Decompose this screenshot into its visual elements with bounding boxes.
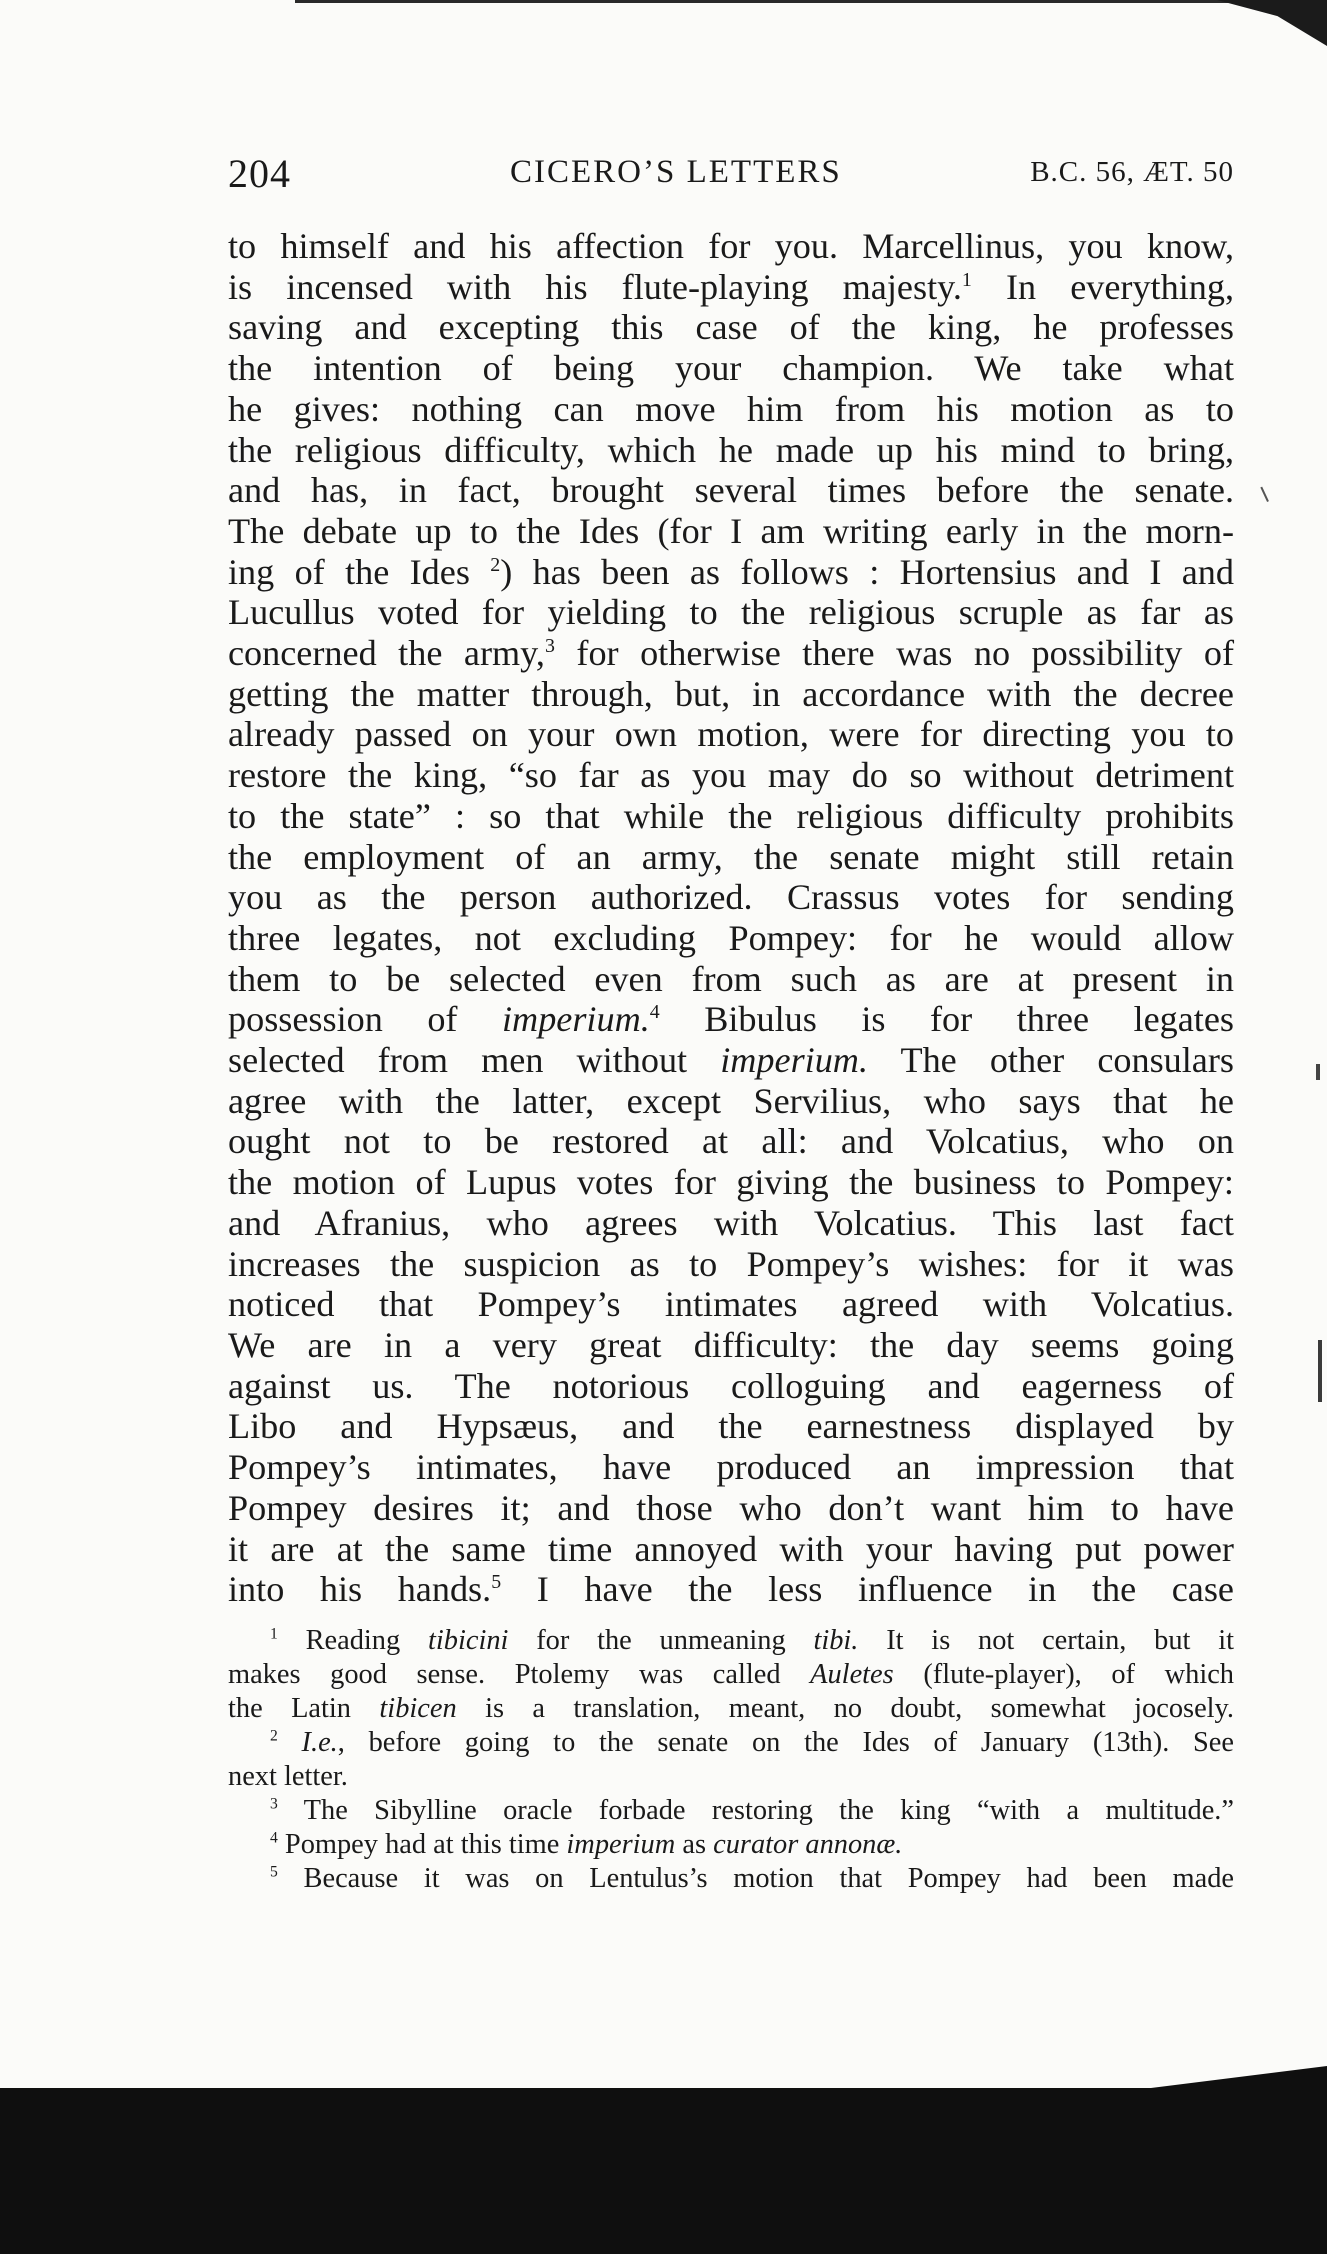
footnote-ref: 2: [490, 553, 501, 576]
margin-mark: [1316, 1064, 1320, 1080]
text-line: [228, 1162, 1234, 1203]
text-run: is a translation, meant, no doubt, somewhat jocosely.: [456, 1693, 1235, 1724]
text-run: Because it was on Lentulus’s motion that Pompey had been made: [277, 1863, 1234, 1894]
text-run: against us. The notorious colloguing and eagerness of: [228, 1365, 1234, 1406]
text-run: Pompey had at this time: [277, 1829, 567, 1860]
text-line: [228, 307, 1234, 348]
text-run: for the unmeaning: [508, 1625, 814, 1656]
text-line: [228, 1244, 1234, 1285]
text-run: he gives: nothing can move him from his motion as to: [228, 388, 1234, 429]
text-run: already passed on your own motion, were for directing you to: [228, 714, 1234, 755]
text-line: [228, 633, 1234, 674]
text-run: them to be selected even from such as are at present in: [228, 958, 1234, 999]
text-run: Pompey’s intimates, have produced an impression that: [228, 1447, 1234, 1488]
text-run: , before going to the senate on the Ides of January (13th). See: [337, 1727, 1234, 1758]
text-run: restore the king, “so far as you may do so without detriment: [228, 755, 1234, 796]
text-run: getting the matter through, but, in accordance with the decree: [228, 673, 1234, 714]
text-run: you as the person authorized. Crassus votes for sending: [228, 877, 1234, 918]
footnote-line: [228, 1760, 1234, 1794]
text-run: We are in a very great difficulty: the day seems going: [228, 1324, 1234, 1365]
footnote-line: [228, 1658, 1234, 1692]
text-run: makes good sense. Ptolemy was called: [228, 1659, 811, 1690]
running-title: CICERO’S LETTERS: [510, 154, 842, 190]
text-line: [228, 1203, 1234, 1244]
text-line: [228, 918, 1234, 959]
text-line: [228, 714, 1234, 755]
text-run: to the state” : so that while the religious difficulty prohibits: [228, 795, 1234, 836]
text-run: ing of the Ides: [228, 551, 491, 592]
italic-text: imperium: [566, 1829, 676, 1860]
italic-text: I.e.: [301, 1727, 338, 1758]
footnote-ref: 4: [649, 1001, 660, 1024]
text-run: It is not certain, but it: [858, 1625, 1234, 1656]
text-run: (flute-player), of which: [893, 1659, 1235, 1690]
footnote-ref: 3: [270, 1795, 278, 1813]
text-run: Pompey desires it; and those who don’t want him to have: [228, 1487, 1234, 1528]
italic-text: imperium.: [720, 1040, 868, 1081]
text-run: the religious difficulty, which he made up his mind to bring,: [228, 429, 1234, 470]
text-run: for otherwise there was no possibility of: [554, 633, 1235, 674]
text-run: to himself and his affection for you. Marcellinus, you know,: [228, 226, 1234, 266]
top-edge-rule: [295, 0, 1327, 3]
italic-text: tibicen: [379, 1693, 457, 1724]
text-run: Reading: [277, 1625, 428, 1656]
text-run: The other consulars: [868, 1040, 1234, 1081]
text-line: [228, 470, 1234, 511]
footnote-line: [228, 1828, 1234, 1862]
footnote-line: [228, 1862, 1234, 1896]
italic-text: imperium.: [502, 999, 650, 1040]
text-run: I have the less influence in the case: [501, 1569, 1234, 1610]
margin-mark: [1318, 1340, 1322, 1402]
text-run: it are at the same time annoyed with your having put power: [228, 1528, 1234, 1569]
text-run: Bibulus is for three legates: [659, 999, 1235, 1040]
italic-text: curator annonæ.: [713, 1829, 903, 1860]
footnote-line: [228, 1726, 1234, 1760]
text-run: The Sibylline oracle forbade restoring the king “with a multitude.”: [277, 1795, 1234, 1826]
footnote-ref: 2: [270, 1727, 278, 1745]
text-line: [228, 877, 1234, 918]
bottom-edge-shadow: [0, 2088, 1327, 2254]
body-text: [228, 226, 1234, 1610]
text-run: the intention of being your champion. We take what: [228, 348, 1234, 389]
text-line: [228, 1488, 1234, 1529]
text-line: [228, 1447, 1234, 1488]
page-number: 204: [228, 151, 291, 196]
text-line: [228, 226, 1234, 267]
footnote-ref: 5: [270, 1863, 278, 1881]
text-run: possession of: [228, 999, 502, 1040]
text-run: and Afranius, who agrees with Volcatius. This last fact: [228, 1202, 1234, 1243]
text-run: saving and excepting this case of the king, he professes: [228, 307, 1234, 348]
text-run: selected from men without: [228, 1040, 721, 1081]
text-run: next letter.: [228, 1761, 348, 1792]
text-line: [228, 1366, 1234, 1407]
text-line: [228, 1406, 1234, 1447]
text-run: Libo and Hypsæus, and the earnestness displayed by: [228, 1406, 1234, 1447]
text-line: [228, 1081, 1234, 1122]
text-line: [228, 674, 1234, 715]
text-line: [228, 389, 1234, 430]
text-line: [228, 959, 1234, 1000]
italic-text: Auletes: [810, 1659, 894, 1690]
text-line: [228, 430, 1234, 471]
running-header: [228, 150, 1234, 200]
text-line: [228, 511, 1234, 552]
text-line: [228, 1529, 1234, 1570]
footnote-line: [228, 1794, 1234, 1828]
text-line: [228, 1121, 1234, 1162]
footnote-line: [228, 1624, 1234, 1658]
footnote-ref: 4: [270, 1829, 278, 1847]
text-line: [228, 592, 1234, 633]
text-line: [228, 267, 1234, 308]
margin-mark: [1253, 487, 1269, 506]
text-line: [228, 1040, 1234, 1081]
text-run: as: [675, 1829, 714, 1860]
text-run: concerned the army,: [228, 633, 545, 674]
text-run: In everything,: [971, 266, 1234, 307]
text-run: ought not to be restored at all: and Volcatius, who on: [228, 1121, 1234, 1162]
running-date: B.C. 56, ÆT. 50: [1030, 156, 1234, 188]
text-line: [228, 1284, 1234, 1325]
text-run: the Latin: [228, 1693, 380, 1724]
text-line: [228, 755, 1234, 796]
footnote-ref: 1: [270, 1625, 278, 1643]
text-line: [228, 796, 1234, 837]
footnote-ref: 1: [961, 268, 972, 291]
italic-text: tibi.: [813, 1625, 859, 1656]
text-run: [278, 1727, 302, 1758]
italic-text: tibicini: [427, 1625, 509, 1656]
text-run: The debate up to the Ides (for I am writing early in the morn-: [228, 510, 1234, 551]
text-run: into his hands.: [228, 1569, 492, 1610]
text-line: [228, 1325, 1234, 1366]
text-run: and has, in fact, brought several times before the senate.: [228, 470, 1234, 511]
text-run: the employment of an army, the senate might still retain: [228, 836, 1234, 877]
text-run: ) has been as follows : Hortensius and I and: [500, 551, 1234, 592]
footnotes: [228, 1624, 1234, 1896]
top-corner-shadow: [1217, 0, 1327, 46]
text-run: the motion of Lupus votes for giving the business to Pompey:: [228, 1162, 1234, 1203]
footnote-line: [228, 1692, 1234, 1726]
text-run: noticed that Pompey’s intimates agreed with Volcatius.: [228, 1284, 1234, 1325]
text-line: [228, 348, 1234, 389]
text-run: increases the suspicion as to Pompey’s wishes: for it was: [228, 1243, 1234, 1284]
text-run: is incensed with his flute-playing majesty.: [228, 266, 962, 307]
text-line: [228, 999, 1234, 1040]
text-line: [228, 837, 1234, 878]
text-line: [228, 552, 1234, 593]
text-line: [228, 1569, 1234, 1610]
text-run: Lucullus voted for yielding to the religious scruple as far as: [228, 592, 1234, 633]
text-run: three legates, not excluding Pompey: for he would allow: [228, 917, 1234, 958]
footnote-ref: 5: [491, 1571, 502, 1594]
text-run: agree with the latter, except Servilius, who says that he: [228, 1080, 1234, 1121]
footnote-ref: 3: [544, 634, 555, 657]
